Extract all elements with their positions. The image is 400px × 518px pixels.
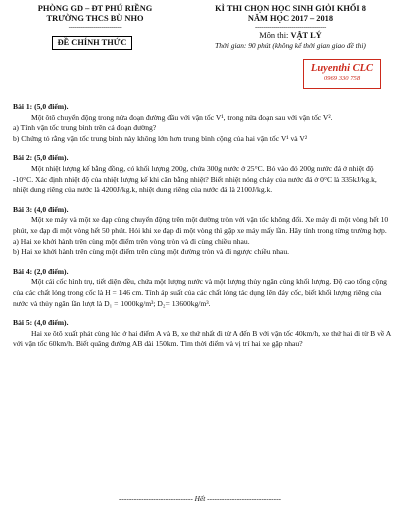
school-name: TRƯỜNG THCS BÙ NHO [46, 13, 144, 23]
problem-3 [13, 205, 393, 258]
problem-2 [13, 153, 393, 195]
problem-5 [13, 318, 393, 350]
department-name: PHÒNG GD – ĐT PHÚ RIỀNG [37, 4, 153, 13]
logo-name: Luyenthi CLC [310, 63, 374, 74]
right-separator: ----------------------------------- [254, 23, 327, 31]
problem-4 [13, 267, 393, 309]
subject-name: VẬT LÝ [290, 31, 322, 40]
problem-text: Một nhiệt lượng kế bằng đồng, có khối lượng 200g, chứa 300g nước ở 25°C. Bỏ vào đó 200g nước đá ở nhiệt độ -10°C. Xác định nhiệt độ của nhiệt lượng kế khi cân bằng nhiệt? Biết nhiệt nóng chảy của nước đá ở 0°C là 335kJ/kg.k, nhiệt dung riêng của nước là 4200J/kg.k, nhiệt dung riêng của nước đá là 2100J/kg.k. [13, 163, 377, 195]
watermark-logo [303, 59, 381, 89]
subject-line [188, 31, 393, 41]
problem-title: Bài 4: (2,0 điểm). [13, 266, 69, 276]
end-marker: ------------------------------ Hết ------------------------------ [118, 494, 282, 503]
header-left [10, 4, 180, 31]
problem-title: Bài 2: (5,0 điểm). [13, 153, 69, 163]
problem-text: Hai xe ôtô xuất phát cùng lúc ở hai điểm A và B, xe thứ nhất đi từ A đến B với vận tốc 40km/h, xe thứ hai đi từ B về A với vận tốc 60km/h. Biết quãng đường AB dài 150km. Tìm thời điểm và vị trí hai xe gặp nhau? [13, 328, 391, 349]
problem-part-a: a) Hai xe khởi hành trên cùng một điểm trên vòng tròn và đi cùng chiều nhau. [13, 236, 250, 246]
problem-text: Một cái cốc hình trụ, tiết diện đều, chứa một lượng nước và một lượng thủy ngân cùng khối lượng. Độ cao tổng cộng của các chất lỏng trong cốc là H = 146 cm. Tính áp suất của các chất lỏng tác dụng lên đáy cốc, biết khối lượng riêng của nước và thủy ngân lần lượt là D₁ = 1000kg/m³; D₂= 13600kg/m³. [13, 277, 387, 308]
problem-part-b: b) Chứng tỏ rằng vận tốc trung bình này không lớn hơn trung bình cộng của hai vận tốc V¹ và V² [13, 133, 308, 143]
logo-phone: 0969 330 758 [323, 75, 361, 82]
problem-list [13, 102, 393, 359]
problem-part-b: b) Hai xe khởi hành trên cùng một điểm trên cùng một đường tròn và đi ngược chiều nhau. [13, 247, 290, 257]
exam-title: KÌ THI CHỌN HỌC SINH GIỎI KHỐI 8 [215, 4, 366, 13]
problem-1 [13, 102, 393, 144]
time-allowed: Thời gian: 90 phút (không kể thời gian giao đề thi) [215, 41, 366, 50]
problem-title: Bài 3: (4,0 điểm). [13, 204, 69, 214]
subject-prefix: Môn thi: [259, 31, 291, 40]
left-separator: -------------------------- [68, 23, 122, 31]
header-right [188, 4, 393, 50]
problem-text: Một ôtô chuyển động trong nửa đoạn đường đầu với vận tốc V¹, trong nửa đoạn sau với vận tốc V². [31, 112, 333, 122]
official-badge: ĐỀ CHÍNH THỨC [52, 36, 132, 50]
school-year: NĂM HỌC 2017 – 2018 [247, 13, 334, 23]
problem-title: Bài 1: (5,0 điểm). [13, 102, 69, 111]
problem-text: Một xe máy và một xe đạp cùng chuyển động trên một đường tròn với vận tốc không đổi. Xe máy đi một vòng hết 10 phút, xe đạp đi một vòng hết 50 phút. Hỏi khi xe đạp đi một vòng thì gặp xe máy mấy lần. Hãy tính trong từng trường hợp. [13, 215, 389, 235]
problem-title: Bài 5: (4,0 điểm). [13, 318, 69, 328]
problem-part-a: a) Tính vận tốc trung bình trên cả đoạn đường? [13, 123, 157, 133]
